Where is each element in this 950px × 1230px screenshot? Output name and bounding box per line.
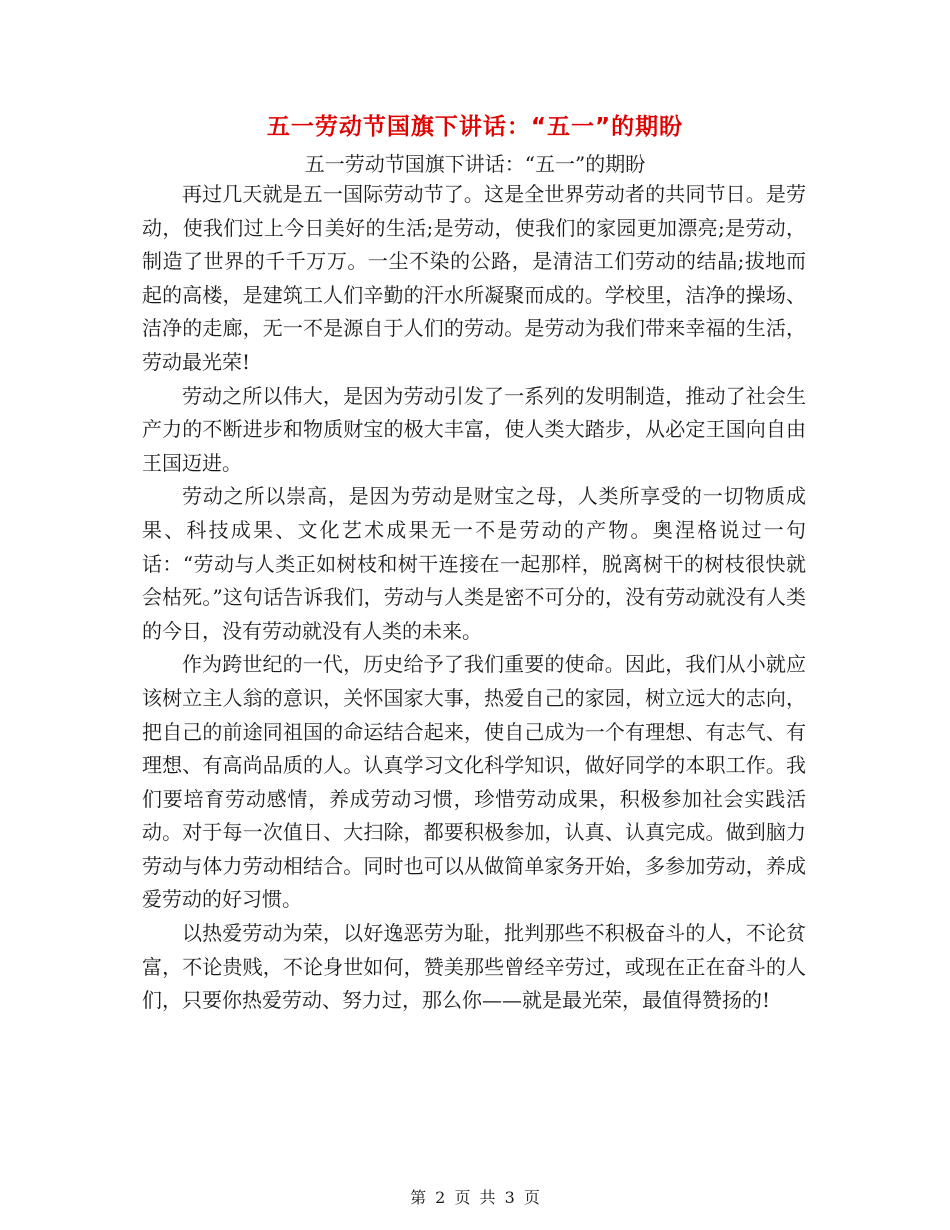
page-subtitle: 五一劳动节国旗下讲话：“五一”的期盼	[304, 152, 646, 176]
body-text	[142, 178, 806, 1018]
paragraph: 劳动之所以崇高，是因为劳动是财宝之母，人类所享受的一切物质成果、科技成果、文化艺术成果无一不是劳动的产物。奥涅格说过一句话：“劳动与人类正如树枝和树干连接在一起那样，脱离树干的树枝很快就会枯死。”这句话告诉我们，劳动与人类是密不可分的，没有劳动就没有人类的今日，没有劳动就没有人类的未来。	[142, 484, 806, 643]
page-footer: 第 2 页 共 3 页	[410, 1188, 540, 1207]
paragraph: 作为跨世纪的一代，历史给予了我们重要的使命。因此，我们从小就应该树立主人翁的意识，关怀国家大事，热爱自己的家园，树立远大的志向，把自己的前途同祖国的命运结合起来，使自己成为一个有理想、有志气、有理想、有高尚品质的人。认真学习文化科学知识，做好同学的本职工作。我们要培育劳动感情，养成劳动习惯，珍惜劳动成果，积极参加社会实践活动。对于每一次值日、大扫除，都要积极参加，认真、认真完成。做到脑力劳动与体力劳动相结合。同时也可以从做简单家务开始，多参加劳动，养成爱劳动的好习惯。	[142, 652, 806, 912]
paragraph: 再过几天就是五一国际劳动节了。这是全世界劳动者的共同节日。是劳动，使我们过上今日美好的生活;是劳动，使我们的家园更加漂亮;是劳动，制造了世界的千千万万。一尘不染的公路，是清洁工们劳动的结晶;拔地而起的高楼，是建筑工人们辛勤的汗水所凝聚而成的。学校里，洁净的操场、洁净的走廊，无一不是源自于人们的劳动。是劳动为我们带来幸福的生活，劳动最光荣!	[142, 182, 806, 374]
page-title: 五一劳动节国旗下讲话：“五一”的期盼	[266, 114, 684, 140]
paragraph: 劳动之所以伟大，是因为劳动引发了一系列的发明制造，推动了社会生产力的不断进步和物质财宝的极大丰富，使人类大踏步，从必定王国向自由王国迈进。	[142, 383, 806, 475]
paragraph: 以热爱劳动为荣，以好逸恶劳为耻，批判那些不积极奋斗的人，不论贫富，不论贵贱，不论身世如何，赞美那些曾经辛劳过，或现在正在奋斗的人们，只要你热爱劳动、努力过，那么你——就是最光荣，最值得赞扬的!	[142, 921, 806, 1013]
